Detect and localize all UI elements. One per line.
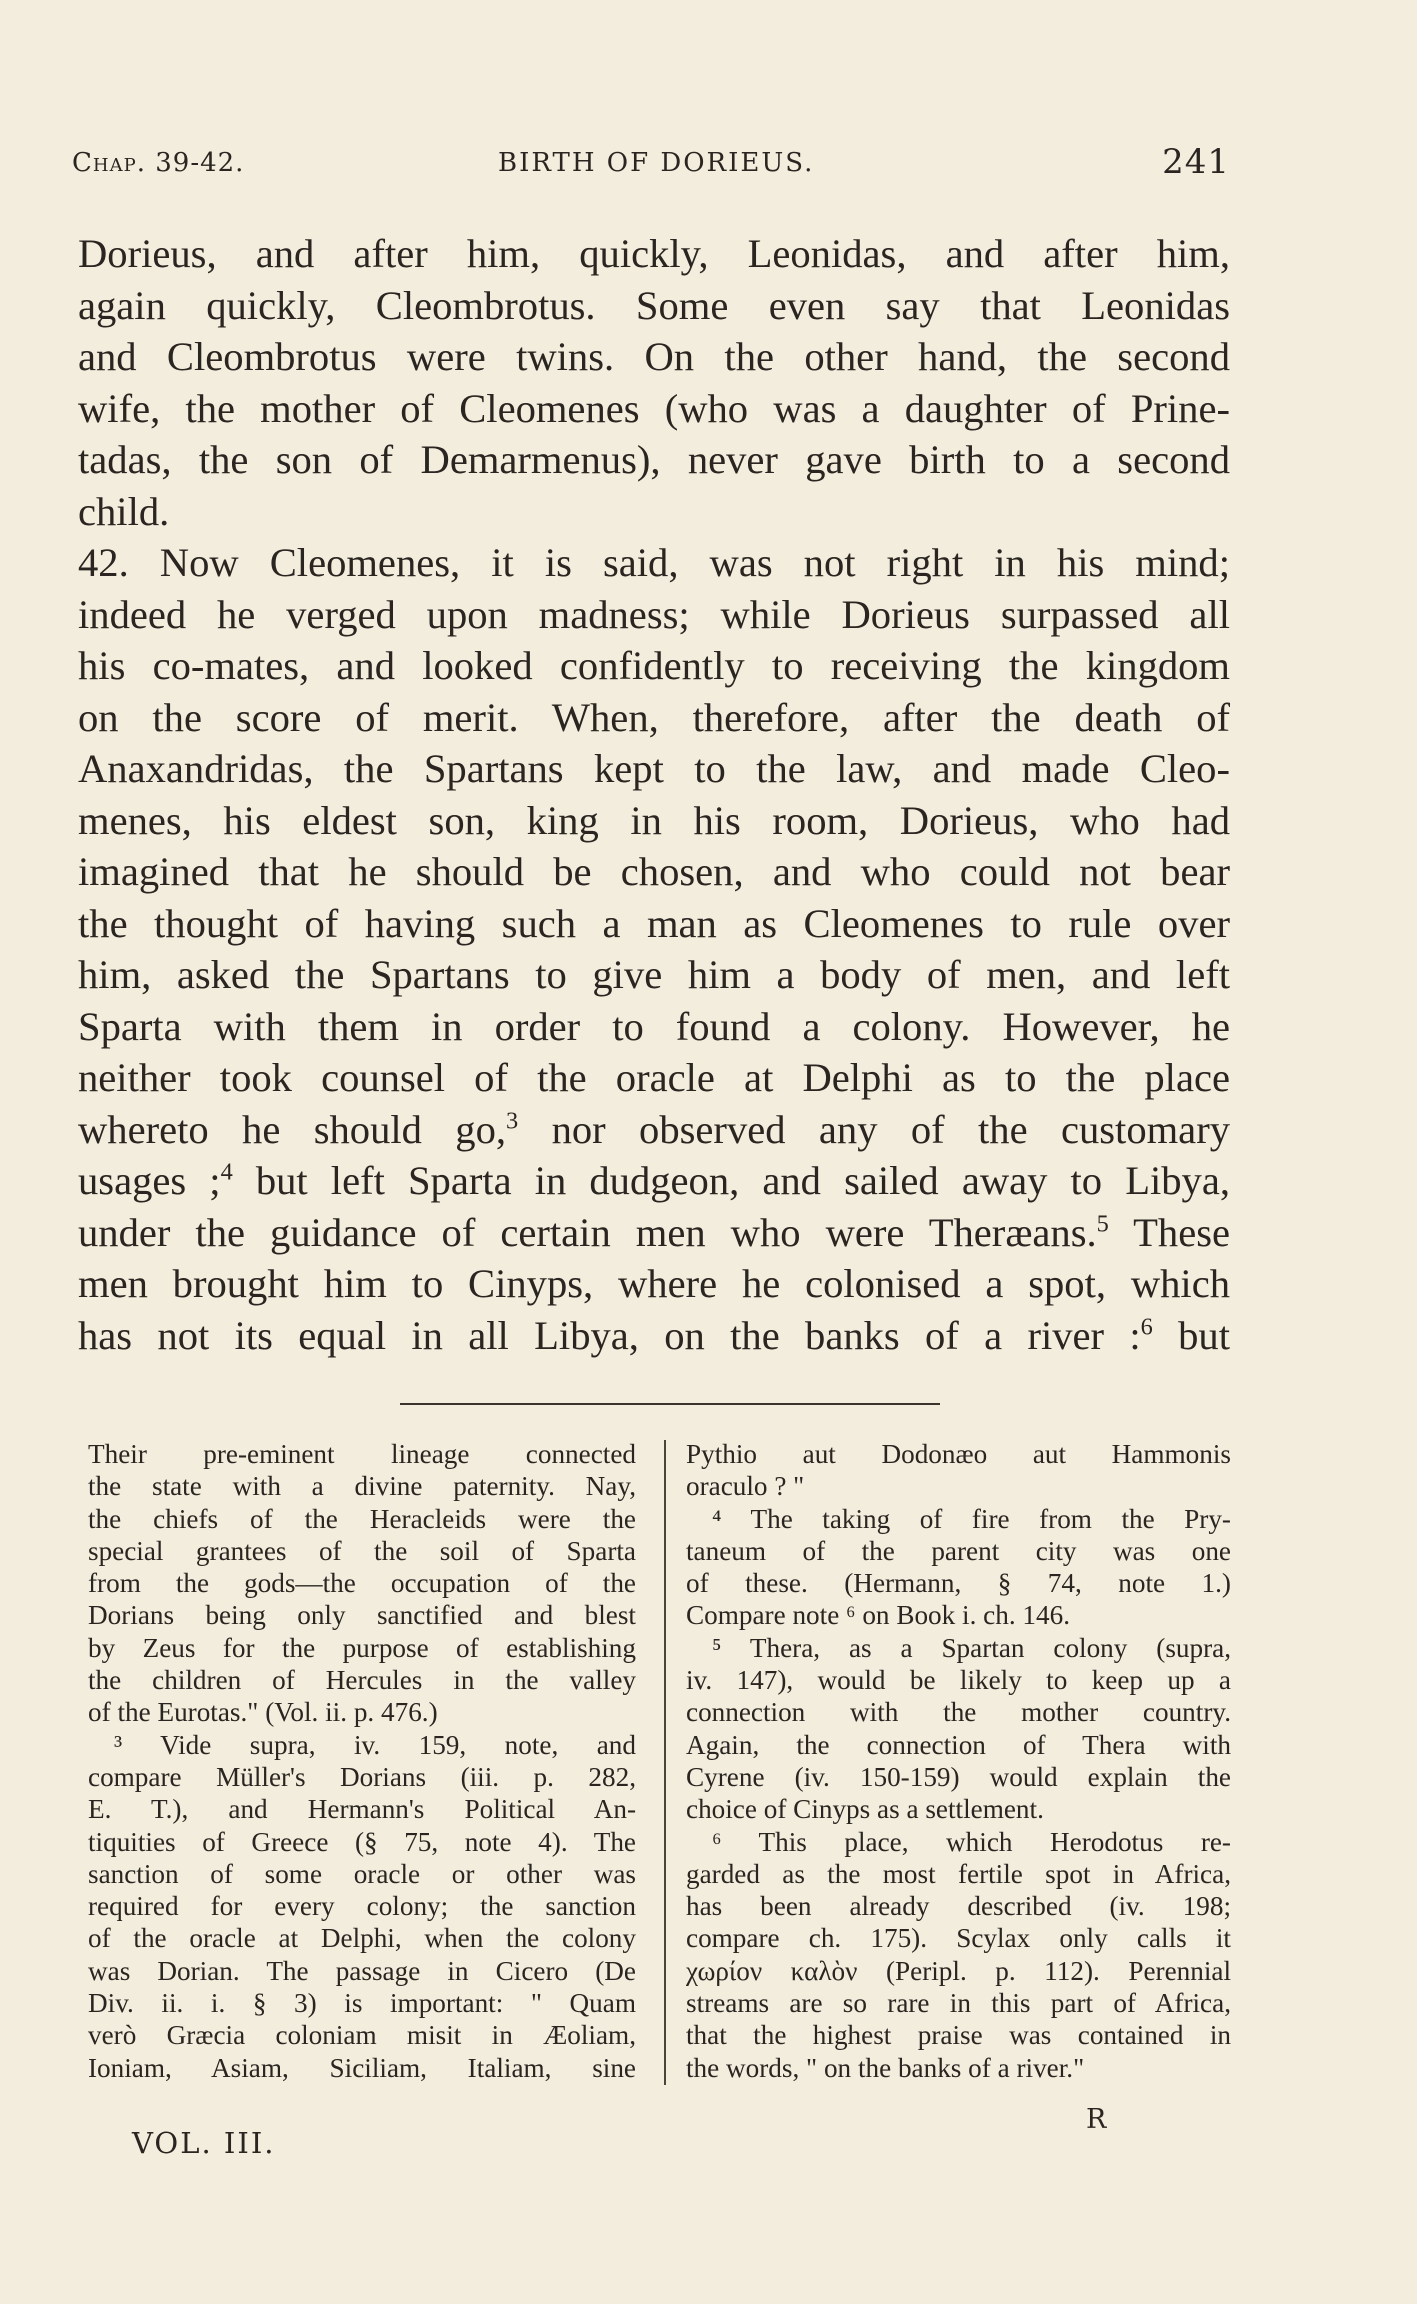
footnote-line: the state with a divine paternity. Nay, — [88, 1471, 636, 1502]
text-line: indeed he verged upon madness; while Dorieus surpassed all — [78, 591, 1230, 637]
footnote-line: garded as the most fertile spot in Africa, — [686, 1858, 1231, 1889]
footnote-line: verò Græcia coloniam misit in Æoliam, — [88, 2020, 636, 2051]
text-line: 42. Now Cleomenes, it is said, was not right in his mind; — [78, 540, 1230, 585]
footnotes-left-column — [88, 1438, 636, 2084]
main-text — [78, 228, 1230, 1361]
footnote-line: E. T.), and Hermann's Political An- — [88, 1794, 636, 1825]
footnote-line: iv. 147), would be likely to keep up a — [686, 1665, 1231, 1696]
page-title: BIRTH OF DORIEUS. — [498, 148, 815, 178]
column-divider — [664, 1440, 666, 2085]
footnote-line: Div. ii. i. § 3) is important: " Quam — [88, 1988, 636, 2019]
page-number: 241 — [1162, 142, 1230, 182]
text-line: imagined that he should be chosen, and who could not bear — [78, 849, 1230, 894]
footnote-line: Compare note ⁶ on Book i. ch. 146. — [686, 1600, 1071, 1631]
text-fragment: nor observed any of the customary — [551, 1106, 1230, 1152]
footnote-line: special grantees of the soil of Sparta — [88, 1535, 636, 1566]
footnote-line: streams are so rare in this part of Africa, — [686, 1988, 1231, 2019]
text-line: on the score of merit. When, therefore, after the death of — [78, 694, 1230, 740]
footnote-line: has been already described (iv. 198; — [686, 1891, 1231, 1922]
text-fragment: whereto he should go, — [78, 1106, 507, 1152]
footnote-line: from the gods—the occupation of the — [88, 1568, 636, 1599]
footnote-line: connection with the mother country. — [686, 1697, 1231, 1728]
footnote-line: compare ch. 175). Scylax only calls it — [686, 1923, 1231, 1954]
footnote-line: Again, the connection of Thera with — [686, 1729, 1231, 1760]
text-line: Anaxandridas, the Spartans kept to the law, and made Cleo- — [78, 746, 1230, 791]
footnote-ref-3: 3 — [506, 1106, 519, 1134]
footnote-rule — [400, 1403, 940, 1405]
footnote-line: was Dorian. The passage in Cicero (De — [88, 1955, 636, 1986]
footnote-line: that the highest praise was contained in — [686, 2020, 1231, 2051]
text-line: neither took counsel of the oracle at Delphi as to the place — [78, 1055, 1230, 1100]
volume-label: VOL. III. — [132, 2126, 276, 2160]
footnote-line: the children of Hercules in the valley — [88, 1665, 636, 1696]
footnote-line: of these. (Hermann, § 74, note 1.) — [686, 1568, 1231, 1599]
footnote-line: choice of Cinyps as a settlement. — [686, 1794, 1044, 1825]
footnote-line: Their pre-eminent lineage connected — [88, 1439, 636, 1469]
chapter-range: Chap. 39-42. — [72, 148, 245, 178]
text-line: wife, the mother of Cleomenes (who was a daughter of Prine- — [78, 385, 1230, 431]
footnote-line: of the oracle at Delphi, when the colony — [88, 1923, 636, 1954]
footnote-line: Dorians being only sanctified and blest — [88, 1600, 636, 1631]
footnote-line: ⁶ This place, which Herodotus re- — [712, 1826, 1231, 1857]
footnote-line: Cyrene (iv. 150-159) would explain the — [686, 1761, 1231, 1792]
text-line-with-ref — [78, 1104, 1230, 1156]
footnote-line: the chiefs of the Heracleids were the — [88, 1503, 636, 1534]
footnote-line: by Zeus for the purpose of establishing — [88, 1632, 636, 1663]
text-line: menes, his eldest son, king in his room, Dorieus, who had — [78, 797, 1230, 843]
footnote-line: ⁴ The taking of fire from the Pry- — [712, 1503, 1231, 1534]
text-line-with-ref — [78, 1310, 1230, 1362]
text-fragment: but — [1178, 1312, 1230, 1358]
text-fragment: These — [1133, 1209, 1231, 1255]
text-line: child. — [78, 488, 170, 534]
footnote-line: Pythio aut Dodonæo aut Hammonis — [686, 1439, 1231, 1469]
text-fragment: but left Sparta in dudgeon, and sailed away to Libya, — [255, 1158, 1230, 1203]
footnote-line: tiquities of Greece (§ 75, note 4). The — [88, 1826, 636, 1857]
footnote-line: oraculo ? " — [686, 1471, 805, 1502]
text-line: and Cleombrotus were twins. On the other hand, the second — [78, 334, 1230, 379]
footnote-line: χωρίον καλὸν (Peripl. p. 112). Perennial — [686, 1955, 1231, 1986]
text-line: men brought him to Cinyps, where he colonised a spot, which — [78, 1261, 1230, 1306]
text-line: again quickly, Cleombrotus. Some even say that Leonidas — [78, 282, 1230, 328]
footnote-line: the words, " on the banks of a river." — [686, 2052, 1085, 2083]
text-line: his co-mates, and looked confidently to receiving the kingdom — [78, 643, 1230, 688]
text-line-with-ref — [78, 1207, 1230, 1259]
text-line-with-ref — [78, 1155, 1230, 1207]
footnote-line: required for every colony; the sanction — [88, 1891, 636, 1922]
text-fragment: usages ; — [78, 1158, 221, 1203]
footnote-ref-6: 6 — [1140, 1312, 1153, 1340]
footnote-ref-4: 4 — [220, 1158, 233, 1186]
signature-mark: R — [1086, 2104, 1107, 2135]
text-line: Sparta with them in order to found a colony. However, he — [78, 1003, 1230, 1049]
text-line: the thought of having such a man as Cleomenes to rule over — [78, 900, 1230, 946]
footnote-line: taneum of the parent city was one — [686, 1535, 1231, 1566]
text-line: tadas, the son of Demarmenus), never gave birth to a second — [78, 437, 1230, 482]
footnote-line: ⁵ Thera, as a Spartan colony (supra, — [712, 1632, 1231, 1663]
footnote-line: Ioniam, Asiam, Siciliam, Italiam, sine — [88, 2052, 636, 2083]
footnotes-right-column — [686, 1438, 1231, 2084]
running-head — [72, 142, 1230, 188]
text-fragment: has not its equal in all Libya, on the banks of a river : — [78, 1312, 1141, 1358]
text-fragment: under the guidance of certain men who were Theræans. — [78, 1209, 1097, 1255]
footnote-line: sanction of some oracle or other was — [88, 1858, 636, 1889]
text-line: him, asked the Spartans to give him a body of men, and left — [78, 952, 1230, 997]
footnote-line: ³ Vide supra, iv. 159, note, and — [114, 1729, 636, 1760]
footnote-line: of the Eurotas." (Vol. ii. p. 476.) — [88, 1697, 438, 1728]
footnote-ref-5: 5 — [1096, 1209, 1109, 1237]
text-line: Dorieus, and after him, quickly, Leonidas, and after him, — [78, 231, 1230, 276]
footnote-line: compare Müller's Dorians (iii. p. 282, — [88, 1761, 636, 1792]
